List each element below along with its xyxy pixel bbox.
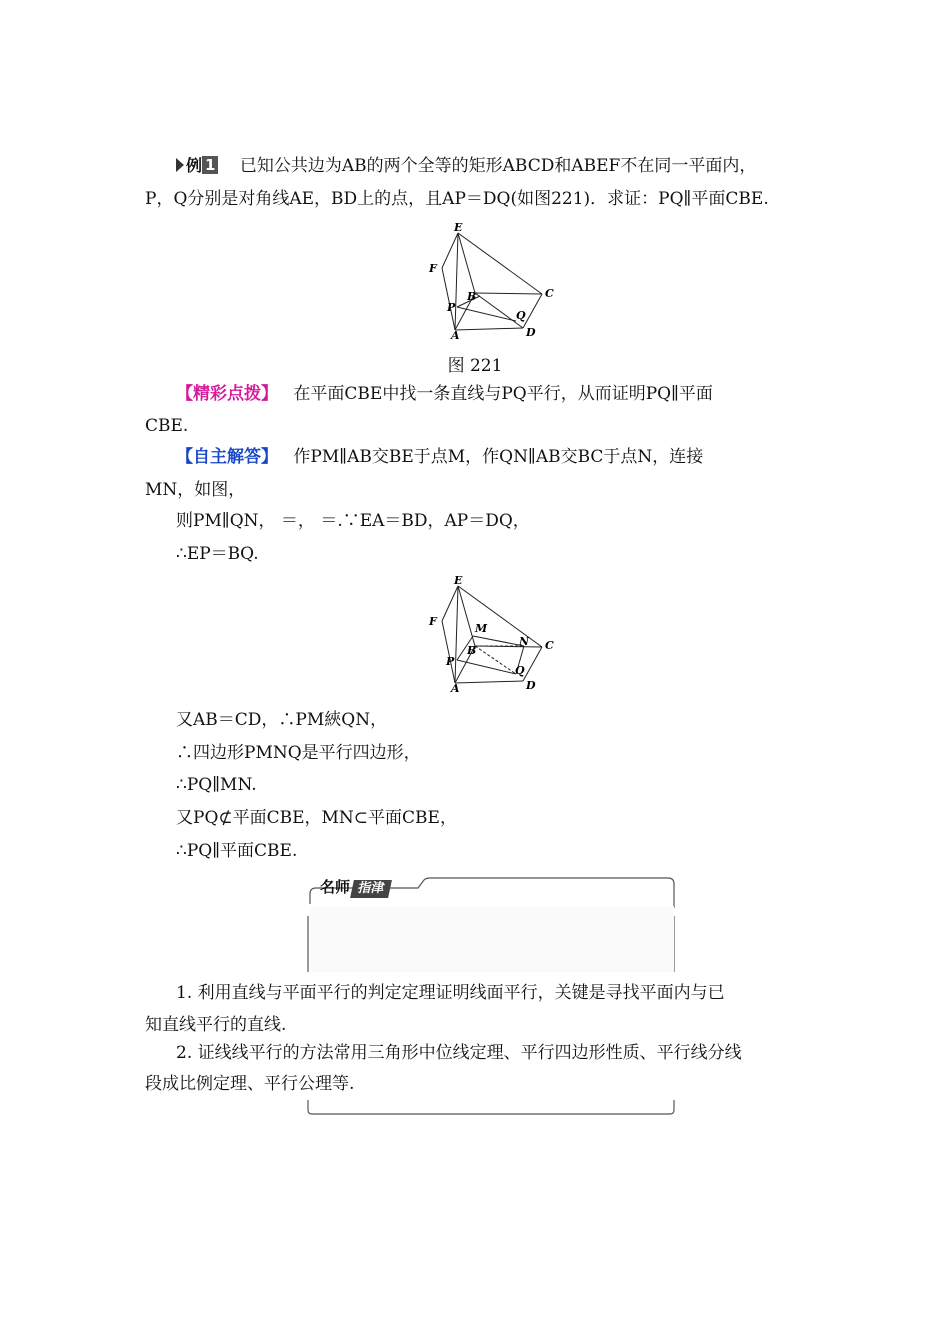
solution-text-3: 则PM∥QN， ＝， ＝.∵EA＝BD，AP＝DQ，: [176, 511, 530, 531]
solution-line-1: [176, 445, 703, 469]
figure-221: [420, 222, 560, 344]
fig1-label-E: E: [454, 222, 463, 234]
solution-text-9: ∴PQ∥平面CBE.: [176, 841, 298, 861]
fig1-label-D: D: [526, 326, 536, 339]
teacher-point-1: 1. 利用直线与平面平行的判定定理证明线面平行，关键是寻找平面内与已: [176, 983, 725, 1003]
fig2-label-E: E: [454, 575, 463, 587]
example-badge-number: 1: [202, 156, 218, 174]
teacher-point-1b: 知直线平行的直线.: [145, 1015, 287, 1035]
figure-solution: [420, 575, 560, 697]
example-badge-label: 例: [186, 156, 203, 175]
hint-label: 【精彩点拨】: [176, 384, 278, 404]
fig2-label-C: C: [545, 639, 554, 652]
teacher-box-title: [320, 876, 390, 898]
teacher-box-title-text: 名师: [320, 878, 351, 896]
solution-text-2: MN，如图，: [145, 480, 246, 500]
example-line-1: [176, 154, 756, 178]
example-text-1: 已知公共边为AB的两个全等的矩形ABCD和ABEF不在同一平面内，: [239, 156, 757, 176]
fig1-label-C: C: [545, 287, 554, 300]
solution-text-5: 又AB＝CD，∴PM綊QN，: [176, 710, 388, 730]
solution-text-6: ∴四边形PMNQ是平行四边形，: [176, 743, 421, 763]
example-text-2: P，Q分别是对角线AE，BD上的点，且AP＝DQ(如图221)．求证：PQ∥平面CBE.: [145, 189, 769, 209]
fig2-label-A: A: [451, 682, 460, 695]
hint-text-2: CBE.: [145, 416, 189, 436]
hint-text-1: 在平面CBE中找一条直线与PQ平行，从而证明PQ∥平面: [293, 384, 713, 404]
fig2-label-F: F: [429, 615, 437, 628]
solution-text-1: 作PM∥AB交BE于点M，作QN∥AB交BC于点N，连接: [293, 447, 704, 467]
fig2-label-P: P: [446, 655, 455, 668]
fig2-label-N: N: [519, 635, 530, 648]
teacher-point-2: 2. 证线线平行的方法常用三角形中位线定理、平行四边形性质、平行线分线: [176, 1043, 742, 1063]
fig2-label-D: D: [526, 679, 536, 692]
fig1-label-P: P: [447, 301, 456, 314]
fig1-label-F: F: [429, 262, 437, 275]
triangle-marker-icon: [176, 158, 184, 172]
fig2-label-B: B: [467, 644, 477, 657]
solution-text-7: ∴PQ∥MN.: [176, 775, 257, 795]
teacher-point-2b: 段成比例定理、平行公理等.: [145, 1074, 355, 1094]
solution-label: 【自主解答】: [176, 447, 278, 467]
fig1-label-Q: Q: [516, 309, 526, 322]
figure-caption: 图 221: [447, 356, 503, 376]
fig2-label-Q: Q: [515, 664, 525, 677]
hint-line-1: [176, 382, 713, 406]
fig1-label-B: B: [467, 290, 477, 303]
teacher-box-tag: 指津: [350, 880, 392, 898]
fig1-label-A: A: [451, 329, 460, 342]
fig2-label-M: M: [475, 622, 488, 635]
solution-text-8: 又PQ⊄平面CBE，MN⊂平面CBE，: [176, 808, 457, 828]
solution-text-4: ∴EP＝BQ.: [176, 544, 259, 564]
